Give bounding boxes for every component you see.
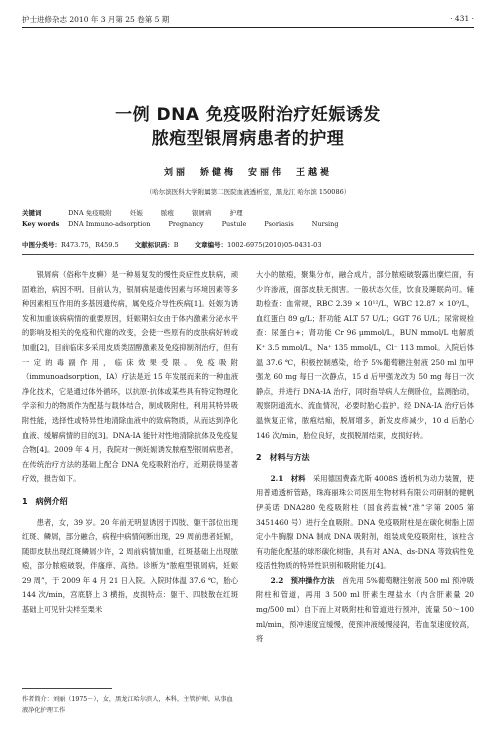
- materials-paragraph: [256, 472, 474, 574]
- doc-code-label: 文献标识码：: [134, 241, 174, 249]
- keyword-en: Pustule: [221, 220, 247, 228]
- clc-label: 中图分类号：: [22, 241, 61, 249]
- case-paragraph: 患者，女，39 岁。20 年前无明显诱因于四肢、躯干部位出现红斑、鳞屑，部分融合，病程中病情间断出现，29 周前患者妊娠，随即皮肤出现红斑鳞屑少许，2 周前病情加重，红斑基础上出现脓疱，部分脓疱破裂，伴瘙痒、高热。诊断为“脓疱型银屑病，妊娠 29 周”，于 2009 年 4 月 21 日入院。入院时体温 37.6 ℃，胎心 144 次/min，宫底脐上 3 横指，皮损特点：躯干、四肢散在红斑基础上可见针尖样至栗米: [22, 517, 238, 615]
- page-number: · 431 ·: [450, 14, 474, 23]
- abstract-rule: [22, 254, 474, 255]
- running-header: [22, 14, 474, 27]
- clc-value: R473.75，R459.5: [61, 241, 119, 249]
- keywords-label: 关键词: [22, 209, 42, 217]
- footnote-rule: [22, 688, 112, 689]
- subheading-priming: 2.2 预冲操作方法: [270, 575, 335, 585]
- keyword: 银屑病: [191, 209, 212, 217]
- section-heading-methods: 2 材料与方法: [256, 453, 310, 463]
- keywords-english: [22, 220, 474, 228]
- article-number-label: 文章编号：: [194, 241, 228, 249]
- article-title-line-1: 一例 DNA 免疫吸附治疗妊娠诱发: [115, 105, 381, 125]
- doc-code-group: [135, 240, 179, 249]
- article-title-line-2: 脓疱型银屑病患者的护理: [151, 129, 345, 149]
- materials-text: 采用德国费森尤斯 4008S 透析机为动力装置，使用普通透析管路，珠海丽珠公司医用生物材料有限公司研制的健帆伊美诺 DNA280 免疫吸附柱（国食药监械“准”字第 2005 第 3451460 号）进行全血吸附。DNA 免疫吸附柱是在碳化树脂上固定小牛胸腺 DNA 制成 DNA 吸附剂，组装成免疫吸附柱，该柱含有功能化配基的球形碳化树脂，具有对 ANA、ds-DNA 等致病性免疫活性物质的特异性识别和吸附能力[4]。: [256, 473, 475, 571]
- section-heading-case: 1 病例介绍: [22, 496, 68, 506]
- keyword-en: Nursing: [311, 220, 339, 228]
- keyword-en: Pregnancy: [168, 220, 204, 228]
- keyword: 妊娠: [129, 209, 143, 217]
- intro-paragraph: 银屑病（俗称牛皮癣）是一种易复发的慢性炎症性皮肤病，顽固难治，病因不明。目前认为，银屑病是遗传因素与环境因素等多种因素相互作用的多基因遗传病，属免疫介导性疾病[1]。妊娠为诱发和加重该病病情的重要原因，妊娠期妇女由于体内激素分泌水平的影响及相关的免疫和代谢的改变，会使一些原有的皮肤病好转或加重[2]，目前临床多采用皮质类固醇激素及免疫抑制剂治疗，但有一定的毒副作用，临床效果受限。免疫吸附（immunoadsorption，IA）疗法是近 15 年发展而来的一种血液净化技术，它是通过体外循环，以抗原-抗体或某些具有特定物理化学亲和力的物质作为配基与载体结合，制成吸附柱，利用其特异吸附性能，选择性或特异性地清除血液中的致病物质，从而达到净化血液、缓解病情的目的[3]。DNA-IA 能针对性地清除抗体及免疫复合物[4]。2009 年 4 月，我院对一例妊娠诱发脓疱型银屑病患者，在传统治疗方法的基础上配合 DNA 免疫吸附治疗，近期获得显著疗效，报告如下。: [22, 270, 238, 484]
- journal-citation: 护士进修杂志 2010 年 3 月第 25 卷第 5 期: [22, 15, 170, 24]
- case-continued-paragraph: 大小的脓疱，聚集分布，融合成片，部分脓疱破裂露出糜烂面，有少许渗液，面部皮肤无损害。一般状态欠佳，饮食及睡眠尚可。辅助检查：血常规，RBC 2.39 × 10¹²/L，WBC 12.87 × 10⁹/L，血红蛋白 89 g/L；肝功能 ALT 57 U/L；GGT 76 U/L；尿常规检查：尿蛋白+；肾功能 Cr 96 μmmol/L，BUN mmol/L 电解质 K⁺ 3.5 mmol/L，Na⁺ 135 mmol/L，Cl⁻ 113 mmol。入院后体温 37.6 ℃，积极控制感染，给予 5%葡萄糖注射液 250 ml 加甲强龙 60 mg 每日一次静点，15 d 后甲强龙改为 50 mg 每日一次静点，并进行 DNA-IA 治疗，同时指导病人左侧卧位，监测胎动，观察阴道流水、流血情况，必要时胎心监护。经 DNA-IA 治疗后体温恢复正常，脓疱结痂，脱屑增多，新发皮疹减少，10 d 后胎心 146 次/min，胎位良好，皮损脱屑结束，皮损好转。: [256, 270, 474, 440]
- classification-info: [22, 240, 474, 249]
- doc-code-value: B: [173, 241, 179, 249]
- keyword: 脓疱: [160, 209, 174, 217]
- subheading-materials: 2.1 材料: [270, 473, 306, 483]
- keyword-en: DNA Immuno-adsorption: [68, 220, 151, 228]
- author-footnote: 作者简介：刘丽（1975－），女，黑龙江哈尔滨人，本科，主管护师，从事血液净化护理工作: [22, 696, 233, 714]
- right-column: [256, 268, 474, 647]
- left-column: [22, 268, 238, 618]
- author-list: 刘丽 娇健梅 安丽伟 王越褆: [163, 168, 332, 178]
- header-rule: [22, 27, 474, 28]
- article-number-value: 1002-6975(2010)05-0431-03: [227, 241, 322, 249]
- priming-paragraph: [256, 574, 474, 647]
- priming-text: 首先用 5%葡萄糖注射液 500 ml 预冲吸附柱和管道，再用 3 500 ml 肝素生理盐水（内含肝素量 20 mg/500 ml）自下而上对吸附柱和管道进行预冲，流量 50～100 ml/min，预冲速度宜缓慢，使预冲液缓慢浸润，若血泵速度较高，将: [256, 575, 474, 644]
- keyword: 护理: [229, 209, 243, 217]
- clc-group: [22, 240, 119, 249]
- author-affiliation: （哈尔滨医科大学附属第二医院血液透析室，黑龙江 哈尔滨 150086）: [145, 188, 351, 196]
- keyword: DNA 免疫吸附: [68, 209, 112, 217]
- keywords-label-en: Key words: [22, 220, 60, 228]
- keywords-chinese: [22, 208, 474, 217]
- keyword-en: Psoriasis: [264, 220, 294, 228]
- article-number-group: [195, 240, 322, 249]
